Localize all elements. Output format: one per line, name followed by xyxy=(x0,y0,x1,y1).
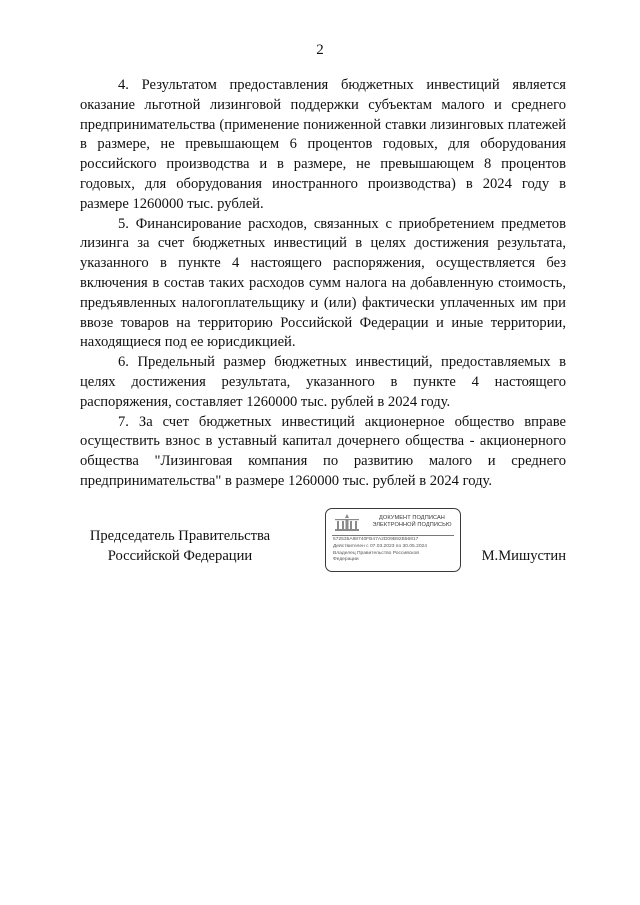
stamp-title-line2: ЭЛЕКТРОННОЙ ПОДПИСЬЮ xyxy=(372,522,452,528)
stamp-owner-line1: Владелец Правительство Российской xyxy=(333,551,419,556)
paragraph-4: 4. Результатом предоставления бюджетных инвестиций является оказание льготной лизинговой поддержки субъектам малого и среднего предпринимательства (применение пониженной ставки лизинговых платежей в размере, не превышающем 6 процентов годовых, для оборудования российского производства и в размере, не превышающем 8 процентов годовых, для оборудования иностранного производства) в 2024 году в размере 1260000 тыс. рублей. xyxy=(80,77,566,212)
coat-of-arms-icon xyxy=(333,514,361,534)
signatory-name: М.Мишустин xyxy=(481,548,566,564)
signatory-position xyxy=(80,526,280,566)
paragraph-7: 7. За счет бюджетных инвестиций акционерное общество вправе осуществить взнос в уставный капитал дочернего общества - акционерного общества "Лизинговая компания по развитию малого и среднего предпринимательства" в размере 1260000 тыс. рублей в 2024 году. xyxy=(80,413,566,489)
paragraph-5: 5. Финансирование расходов, связанных с приобретением предметов лизинга за счет бюджетных инвестиций в целях достижения результата, указанного в пункте 4 настоящего распоряжения, осуществляется без включения в состав таких расходов сумм налога на добавленную стоимость, предъявленных налогоплательщику и (или) фактически уплаченных им при ввозе товаров на территорию Российской Федерации и иные территории, находящиеся под ее юрисдикцией. xyxy=(80,215,566,351)
stamp-validity: Действителен с 07.03.2023 по 30.05.2024 xyxy=(333,544,427,549)
signatory-position-line1: Председатель Правительства xyxy=(89,528,271,544)
signatory-position-line2: Российской Федерации xyxy=(107,548,253,564)
page-number: 2 xyxy=(316,42,324,58)
stamp-divider xyxy=(332,535,454,536)
document-body xyxy=(80,76,566,492)
stamp-title xyxy=(364,515,460,529)
stamp-title-line1: ДОКУМЕНТ ПОДПИСАН xyxy=(379,515,445,521)
paragraph-6: 6. Предельный размер бюджетных инвестиций, предоставляемых в целях достижения результата, указанного в пункте 4 настоящего распоряжения, составляет 1260000 тыс. рублей в 2024 году. xyxy=(80,354,566,410)
stamp-owner-line2: Федерации xyxy=(333,557,359,562)
electronic-signature-stamp xyxy=(325,508,461,572)
stamp-certificate: 572535A98740FB47A2D09B92B56817 xyxy=(333,537,419,542)
